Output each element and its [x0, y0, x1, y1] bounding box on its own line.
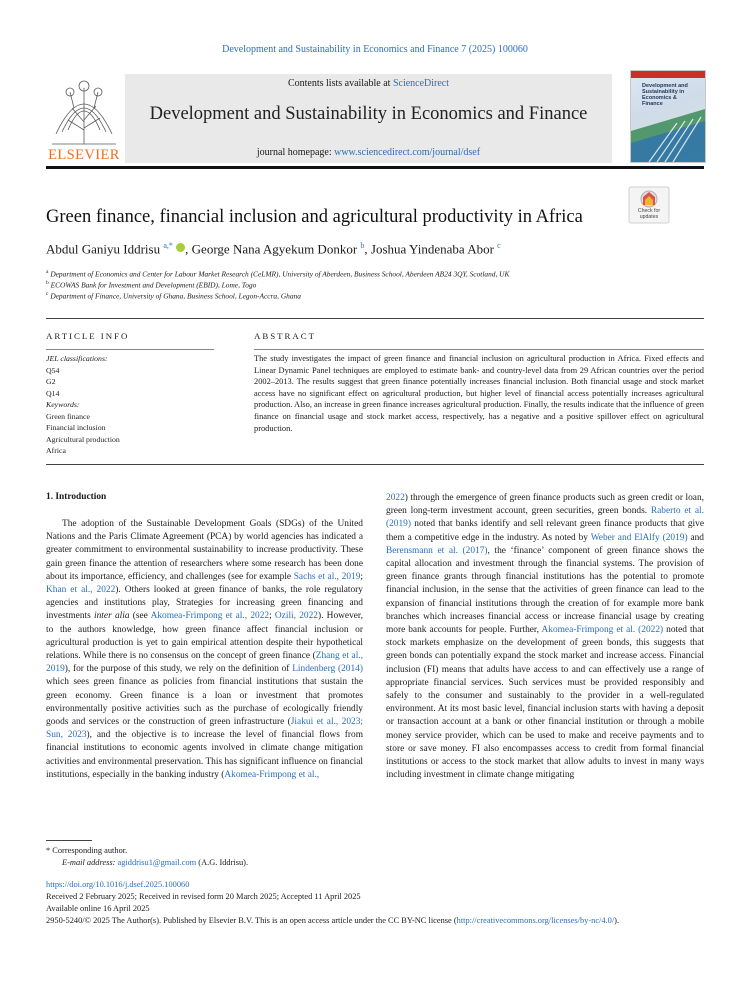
author-affiliation-marker[interactable]: c — [497, 241, 501, 250]
available-online: Available online 16 April 2025 — [46, 904, 150, 913]
jel-code: Q14 — [46, 388, 60, 398]
affiliation-text: Department of Economics and Center for Labour Market Research (CeLMR), University of Aberdeen, Business School, Aberdeen AB24 3QY, Scotland, UK — [50, 269, 510, 279]
article-title: Green finance, financial inclusion and agricultural productivity in Africa — [46, 207, 583, 227]
citation-link[interactable]: Lindenberg (2014) — [292, 664, 363, 675]
abstract-rule — [254, 349, 704, 350]
author-list — [46, 241, 646, 257]
affiliation-marker: c — [46, 291, 49, 297]
citation-link[interactable]: Akomea-Frimpong et al., 2022 — [150, 611, 270, 622]
check-for-updates-label: Check for updates — [637, 208, 661, 220]
email-suffix: (A.G. Iddrisu). — [196, 858, 249, 867]
keyword: Financial inclusion — [46, 423, 106, 432]
jel-block — [46, 353, 216, 457]
citation-link[interactable]: Raberto et al. (2019) — [386, 506, 704, 530]
email-label: E-mail address: — [62, 858, 118, 867]
body-text: and — [687, 532, 704, 543]
body-text: ). However, to the authors knowledge, how green finance affect financial inclusion or agricultural production is yet to gain empirical attention despite their hypothetical relations. While there is no consensus on the concept of green finance ( — [46, 611, 364, 662]
body-text: , the ‘finance’ component of green finance shows the capital allocation and investment through the financial systems. The provision of green finance grants through financial institutions has the potential to promote financial inclusion, in the sense that the activities of green finance can lead to the expansion of financial institutions through the creation of for example more bank branches which increases financial access or increase financial usage by creating more bank accounts for people. Further, — [386, 545, 704, 636]
citation-link[interactable]: Weber and ElAlfy (2019) — [590, 532, 688, 543]
body-text: which sees green finance as policies from financial institutions that sustain the green economy. Green finance is a loan or investment that promotes environmentally positive activities such as the purchase of ecologically friendly goods and services or the construction of green infrastructure ( — [46, 677, 363, 728]
header-rule — [46, 166, 704, 169]
citation-link[interactable]: Jiakui et al., 2023; Sun, 2023 — [46, 717, 364, 741]
citation-link[interactable]: Ozili, 2022 — [274, 611, 318, 622]
abstract-text: The study investigates the impact of green finance and financial inclusion on agricultural production in Africa. Fixed effects and Linear Dynamic Panel techniques are employed to estimate bank- and country-level data from 29 African countries over the period 2002–2013. The results suggest that green finance potentially increases financial inclusion. Both financial usage and stock market access have no significant effect on agricultural production, but higher level of financial access potentially increases agricultural production. Also, an increase in green finance increases agricultural production. Finally, the results indicate that the influence of green finance on financial usage and stock market access, respectively, has a negative and a positive spillover effect on agricultural production. — [254, 354, 704, 433]
body-text: The adoption of the Sustainable Development Goals (SDGs) of the United Nations and the Paris Climate Agreement (PCA) by world agencies has indicated a greater commitment to environmental sustainability to increase productivity. These gain green finance the attention of researchers where some research has been done about its importance, efficiency, and challenges (see for example — [46, 519, 363, 582]
contents-prefix: Contents lists available at — [287, 78, 393, 89]
body-text: ; — [269, 611, 275, 622]
affiliation-text: ECOWAS Bank for Investment and Development (EBID), Lome, Togo — [50, 280, 257, 290]
check-for-updates-badge[interactable] — [628, 186, 670, 224]
citation-link[interactable]: Akomea-Frimpong et al. (2022) — [541, 625, 664, 636]
body-text-italic: inter alia — [94, 611, 130, 622]
license-link[interactable]: http://creativecommons.org/licenses/by-nc/4.0/ — [456, 916, 615, 925]
article-info-rule — [46, 349, 214, 350]
citation-link[interactable]: Akomea-Frimpong et al., — [224, 769, 320, 780]
author-separator: , — [185, 241, 192, 257]
affiliation-marker: b — [46, 280, 49, 286]
jel-code: Q54 — [46, 365, 60, 375]
keyword: Agricultural production — [46, 434, 120, 444]
body-text: ). Others looked at green finance of banks, the role regulatory agencies and institutions play, Strategies for increasing green financing and investments — [46, 585, 363, 622]
section-heading-introduction: 1. Introduction — [46, 492, 107, 502]
citation-link[interactable]: Sachs et al., 2019 — [293, 571, 361, 582]
citation-link[interactable]: Berensmann et al. (2017) — [386, 545, 488, 556]
email-line — [62, 857, 702, 869]
corresponding-author-note: * Corresponding author. — [46, 846, 128, 855]
affiliation-text: Department of Finance, University of Ghana, Business School, Legon-Accra, Ghana — [50, 291, 301, 301]
contents-line — [125, 78, 612, 89]
author-name[interactable]: Joshua Yindenaba Abor — [370, 241, 494, 257]
citation-link[interactable]: Zhang et al., 2019 — [46, 651, 363, 675]
citation-link[interactable]: Khan et al., 2022 — [46, 585, 116, 596]
journal-cover-thumbnail[interactable] — [630, 70, 706, 163]
author-affiliation-marker[interactable]: a,* — [163, 241, 173, 250]
author-name[interactable]: Abdul Ganiyu Iddrisu — [46, 241, 161, 257]
jel-code: G2 — [46, 377, 56, 386]
intro-left-column — [46, 518, 363, 782]
author-name[interactable]: George Nana Agyekum Donkor — [191, 241, 358, 257]
cover-title: Development and Sustainability in Economics & Finance — [642, 83, 688, 107]
journal-title: Development and Sustainability in Economics and Finance — [149, 104, 588, 124]
homepage-prefix: journal homepage: — [256, 147, 335, 158]
affiliation — [46, 289, 686, 301]
license-suffix: ). — [614, 916, 620, 925]
body-text: (see — [129, 611, 151, 622]
orcid-icon[interactable] — [176, 243, 185, 252]
body-text: ; — [360, 571, 363, 582]
license-line — [46, 915, 704, 927]
received-dates: Received 2 February 2025; Received in revised form 20 March 2025; Accepted 11 April 2025 — [46, 892, 361, 901]
author-separator: , — [364, 241, 371, 257]
section-rule — [46, 464, 704, 465]
affiliation-marker: a — [46, 269, 49, 275]
body-text: ) through the emergence of green finance products such as green credit or loan, green long-term investment account, green securities, green bonds. — [386, 493, 704, 517]
author-affiliation-marker[interactable]: b — [360, 241, 365, 250]
doi-link[interactable]: https://doi.org/10.1016/j.dsef.2025.100060 — [46, 880, 190, 889]
body-text: noted that banks identify and sell relevant green finance products that give them a competitive edge in the industry. As noted by — [386, 519, 704, 543]
article-info-heading: ARTICLE INFO — [46, 331, 130, 341]
email-link[interactable]: agiddrisu1@gmail.com — [117, 858, 197, 867]
sciencedirect-link[interactable]: ScienceDirect — [392, 78, 450, 89]
body-text: ), and the objective is to increase the level of financial flows from financial institutions to economic agents involved in climate change mitigation activities and environmental preservation. This has significant influence on financial institutions, especially in the banking industry ( — [46, 730, 363, 780]
homepage-link[interactable]: www.sciencedirect.com/journal/dsef — [334, 147, 481, 158]
intro-right-column — [386, 492, 704, 782]
keyword: Green finance — [46, 411, 90, 421]
section-rule — [46, 318, 704, 319]
citation-link[interactable]: 2022 — [386, 493, 405, 503]
journal-citation[interactable]: Development and Sustainability in Economics and Finance 7 (2025) 100060 — [222, 44, 528, 55]
license-text: 2950-5240/© 2025 The Author(s). Published by Elsevier B.V. This is an open access article under the CC BY-NC license ( — [46, 916, 457, 925]
homepage-line — [125, 147, 612, 158]
body-text: ), for the purpose of this study, we rely on the definition of — [64, 664, 293, 675]
body-text: noted that stock markets emphasize on the development of green bonds, this suggests that green bonds can potentially expand the stock market and increase access. Financial inclusion (FI) means that adults have access to and can effectively use a range of appropriate financial services. Such services must be provided responsibly and safely to the consumer and sustainably to the provider in a well-regulated environment. At its most basic level, financial inclusion starts with having a deposit or transaction account at a bank or other financial institution or through a mobile money service provider, which can be used to make and receive payments and to store or save money. FI also encompasses access to credit from formal financial institutions or access to the stock market that allow adults to invest in many ways including investment in climate change mitigating — [386, 625, 704, 781]
keyword: Africa — [46, 446, 66, 455]
jel-label: JEL classifications: — [46, 354, 108, 363]
keywords-label: Keywords: — [46, 400, 80, 409]
abstract-heading: ABSTRACT — [254, 331, 316, 341]
publisher-wordmark: ELSEVIER — [48, 147, 120, 163]
footnote-rule — [46, 840, 92, 841]
